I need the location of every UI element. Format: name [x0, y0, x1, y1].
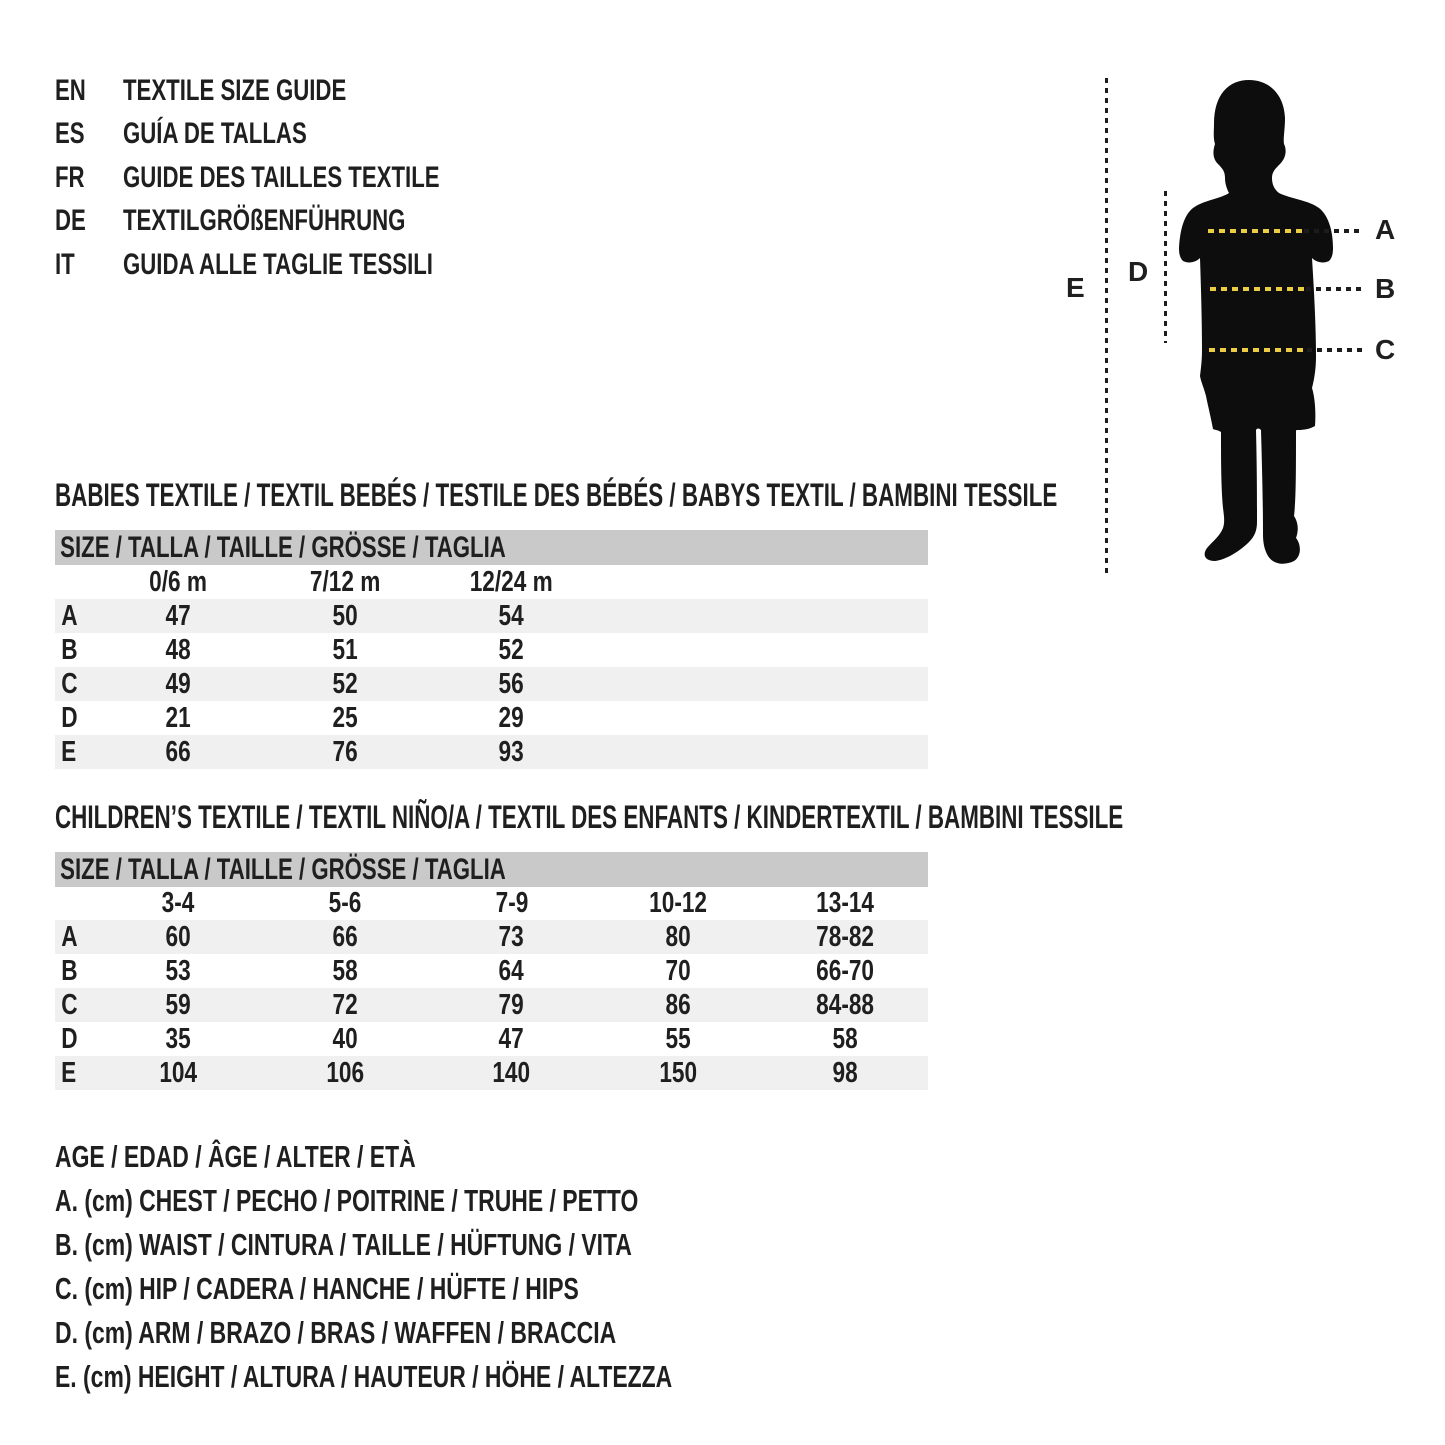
value-cell: 40: [332, 1022, 358, 1055]
value-cell: 52: [332, 667, 358, 700]
value-cell: 98: [832, 1056, 858, 1089]
value-cell: 53: [165, 954, 191, 987]
language-row-es: [55, 113, 551, 157]
measure-label-c: C: [1375, 334, 1396, 365]
value-cell: 84-88: [815, 988, 874, 1021]
value-cell: 140: [492, 1056, 531, 1089]
language-title: GUÍA DE TALLAS: [123, 117, 307, 151]
value-cell: 66-70: [815, 954, 874, 987]
table-row-a: [55, 920, 928, 954]
table-row-e: [55, 1056, 928, 1090]
value-cell: 70: [665, 954, 691, 987]
value-cell: 150: [659, 1056, 697, 1089]
table-row-b: [55, 954, 928, 988]
legend-line-age: AGE / EDAD / ÂGE / ALTER / ETÀ: [55, 1139, 416, 1174]
size-column-header: 13-14: [815, 886, 874, 919]
value-cell: 78-82: [815, 920, 874, 953]
table-row-a: [55, 599, 928, 633]
table-row-c: [55, 988, 928, 1022]
value-cell: 51: [332, 633, 358, 666]
language-row-fr: [55, 156, 551, 200]
measure-label-d: D: [1128, 256, 1149, 287]
size-column-header: 12/24 m: [469, 565, 553, 598]
table-row-e: [55, 735, 928, 769]
value-cell: 55: [665, 1022, 691, 1055]
waist-measure-dash-yellow: [1210, 287, 1306, 291]
value-cell: 47: [498, 1022, 525, 1055]
row-label: D: [61, 1022, 78, 1055]
language-title-list: [55, 69, 551, 287]
value-cell: 59: [165, 988, 191, 1021]
value-cell: 35: [165, 1022, 191, 1055]
row-label: B: [61, 954, 78, 987]
childrens-table: [55, 886, 928, 1090]
chest-measure-dash-yellow: [1208, 229, 1304, 233]
table-row-d: [55, 1022, 928, 1056]
value-cell: 58: [832, 1022, 858, 1055]
value-cell: 76: [332, 735, 358, 768]
value-cell: 58: [332, 954, 358, 987]
value-cell: 25: [332, 701, 358, 734]
row-label: A: [61, 599, 78, 632]
language-code: FR: [55, 160, 85, 194]
language-code: ES: [55, 117, 85, 151]
value-cell: 48: [165, 633, 191, 666]
legend-line-hip: C. (cm) HIP / CADERA / HANCHE / HÜFTE / HIPS: [55, 1271, 579, 1306]
language-row-en: [55, 69, 551, 113]
value-cell: 66: [332, 920, 358, 953]
chest-measure-dash-black: [1304, 229, 1362, 233]
value-cell: 49: [165, 667, 191, 700]
measure-label-b: B: [1375, 273, 1396, 304]
language-row-de: [55, 200, 551, 244]
value-cell: 29: [498, 701, 525, 734]
waist-measure-dash-black: [1306, 287, 1362, 291]
language-code: IT: [55, 247, 75, 281]
arm-measure-dotted-line: [1164, 191, 1167, 343]
row-label: C: [61, 988, 78, 1021]
table-row-d: [55, 701, 928, 735]
legend-line-chest: A. (cm) CHEST / PECHO / POITRINE / TRUHE / PETTO: [55, 1183, 639, 1218]
hip-measure-dash-black: [1307, 348, 1362, 352]
size-column-header: 10-12: [649, 886, 707, 919]
value-cell: 50: [332, 599, 358, 632]
value-cell: 60: [165, 920, 191, 953]
babies-table-title: BABIES TEXTILE / TEXTIL BEBÉS / TESTILE DES BÉBÉS / BABYS TEXTIL / BAMBINI TESSILE: [55, 477, 1058, 513]
legend-line-waist: B. (cm) WAIST / CINTURA / TAILLE / HÜFTUNG / VITA: [55, 1227, 632, 1262]
legend-line-arm: D. (cm) ARM / BRAZO / BRAS / WAFFEN / BRACCIA: [55, 1315, 617, 1350]
childrens-table-title: CHILDREN’S TEXTILE / TEXTIL NIÑO/A / TEXTIL DES ENFANTS / KINDERTEXTIL / BAMBINI TESSILE: [55, 799, 1124, 835]
language-title: TEXTILGRÖßENFÜHRUNG: [123, 204, 406, 238]
table-row-b: [55, 633, 928, 667]
value-cell: 104: [159, 1056, 198, 1089]
childrens-size-header-bar: [55, 852, 928, 887]
value-cell: 21: [165, 701, 191, 734]
language-title: TEXTILE SIZE GUIDE: [123, 73, 347, 107]
value-cell: 79: [498, 988, 525, 1021]
value-cell: 64: [498, 954, 525, 987]
childrens-column-header-row: [55, 886, 928, 920]
language-code: DE: [55, 204, 86, 238]
table-row-c: [55, 667, 928, 701]
value-cell: 106: [326, 1056, 364, 1089]
hip-measure-dash-yellow: [1209, 348, 1307, 352]
row-label: E: [61, 735, 77, 768]
value-cell: 66: [165, 735, 191, 768]
value-cell: 56: [498, 667, 525, 700]
row-label: B: [61, 633, 78, 666]
value-cell: 72: [332, 988, 358, 1021]
babies-size-header-text: SIZE / TALLA / TAILLE / GRÖSSE / TAGLIA: [60, 530, 506, 564]
measure-label-e: E: [1066, 272, 1085, 303]
size-column-header: 3-4: [161, 886, 195, 919]
size-column-header: 7-9: [495, 886, 528, 919]
size-column-header: 7/12 m: [309, 565, 381, 598]
value-cell: 47: [165, 599, 191, 632]
childrens-size-header-text: SIZE / TALLA / TAILLE / GRÖSSE / TAGLIA: [60, 852, 506, 886]
value-cell: 52: [498, 633, 525, 666]
language-title: GUIDA ALLE TAGLIE TESSILI: [123, 247, 433, 281]
row-label: C: [61, 667, 78, 700]
row-label: D: [61, 701, 78, 734]
language-row-it: [55, 243, 551, 287]
babies-column-header-row: [55, 565, 928, 599]
measurement-legend: [55, 1135, 889, 1399]
value-cell: 86: [665, 988, 691, 1021]
language-title: GUIDE DES TAILLES TEXTILE: [123, 160, 440, 194]
measure-label-a: A: [1375, 214, 1396, 245]
size-column-header: 0/6 m: [149, 565, 208, 598]
row-label: E: [61, 1056, 77, 1089]
legend-line-height: E. (cm) HEIGHT / ALTURA / HAUTEUR / HÖHE / ALTEZZA: [55, 1359, 673, 1394]
value-cell: 80: [665, 920, 691, 953]
size-column-header: 5-6: [328, 886, 362, 919]
value-cell: 73: [498, 920, 525, 953]
babies-size-header-bar: [55, 530, 928, 565]
value-cell: 54: [498, 599, 525, 632]
value-cell: 93: [498, 735, 525, 768]
row-label: A: [61, 920, 78, 953]
babies-table: [55, 565, 928, 769]
language-code: EN: [55, 73, 86, 107]
